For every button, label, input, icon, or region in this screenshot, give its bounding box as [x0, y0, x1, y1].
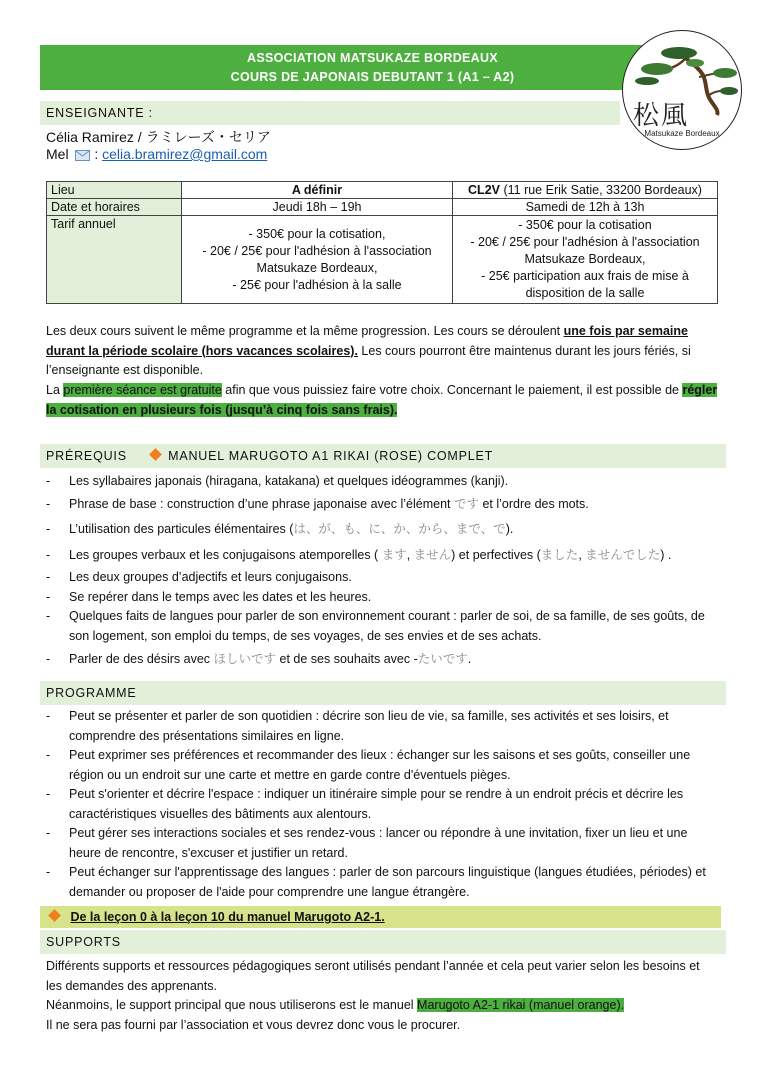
table-row — [47, 182, 718, 199]
intro-text: afin que vous puissiez faire votre choix. Concernant le paiement, il est possible de — [221, 383, 683, 397]
list-item: - Les groupes verbaux et les conjugaisons atemporelles ( ます, ません) et perfectives (ました, ませんでした) . — [46, 546, 718, 566]
list-item: - Les syllabaires japonais (hiragana, katakana) et quelques idéogrammes (kanji). — [46, 472, 718, 492]
lieu-saturday-address: (11 rue Erik Satie, 33200 Bordeaux) — [499, 183, 702, 197]
row-label-date: Date et horaires — [47, 199, 182, 216]
header-title: ASSOCIATION MATSUKAZE BORDEAUX — [247, 51, 498, 65]
list-item: - L’utilisation des particules élémentaires (は、が、も、に、か、から、まで、で). — [46, 520, 718, 540]
tarif-line: - 25€ pour l'adhésion à la salle — [232, 277, 402, 292]
intro-text: Les cours pourront être maintenus durant les jours fériés, si l’enseignante est disponible. — [46, 343, 691, 377]
teacher-mail-line — [46, 146, 267, 162]
logo-caption: Matsukaze Bordeaux — [644, 129, 720, 138]
list-item: - Peut exprimer ses préférences et recommander des lieux : échanger sur les saisons et ses goûts, conseiller une région ou un endroit sur une carte et mettre en garde contre d'éventuels pièges. — [46, 746, 718, 785]
supports-label: SUPPORTS — [46, 935, 121, 949]
intro-text: La — [46, 383, 64, 397]
lesson-range: De la leçon 0 à la leçon 10 du manuel Marugoto A2-1. — [70, 910, 385, 924]
list-item: - Se repérer dans le temps avec les dates et les heures. — [46, 588, 718, 608]
mail-prefix: Mel — [46, 146, 69, 162]
programme-list — [46, 707, 718, 902]
intro-text: Les deux cours suivent le même programme et la même progression. Les cours se déroulent — [46, 324, 564, 338]
row-label-tarif: Tarif annuel — [47, 216, 182, 304]
mail-separator: : — [90, 146, 103, 162]
tarif-line: - 25€ participation aux frais de mise à — [481, 269, 689, 283]
programme-label: PROGRAMME — [46, 686, 137, 700]
tarif-line: - 350€ pour la cotisation, — [248, 226, 386, 241]
supports-paragraph: Différents supports et ressources pédagogiques seront utilisés pendant l’année et cela peut varier selon les besoins et les demandes des apprenants. — [46, 959, 700, 993]
prereq-label: PRÉREQUIS — [46, 449, 127, 463]
row-label-lieu: Lieu — [47, 182, 182, 199]
list-item: - Phrase de base : construction d’une phrase japonaise avec l’élément です et l’ordre des mots. — [46, 495, 718, 515]
free-first-session-highlight: première séance est gratuite — [63, 383, 222, 397]
tarif-line: Matsukaze Bordeaux, — [256, 260, 378, 275]
payment-highlight: régler la cotisation en plusieurs fois (jusqu’à cinq fois sans frais). — [46, 383, 718, 417]
tarif-line: - 350€ pour la cotisation — [518, 218, 652, 232]
supports-section-header — [40, 930, 726, 954]
list-item: - Les deux groupes d’adjectifs et leurs conjugaisons. — [46, 568, 718, 588]
tarif-thursday — [182, 216, 453, 304]
supports-paragraph: Il ne sera pas fourni par l’association et vous devrez donc vous le procurer. — [46, 1017, 461, 1032]
diamond-icon — [48, 909, 61, 922]
date-saturday: Samedi de 12h à 13h — [453, 199, 718, 216]
intro-paragraph — [46, 322, 718, 381]
tarif-line: Matsukaze Bordeaux, — [524, 252, 646, 266]
lieu-saturday — [453, 182, 718, 199]
table-row — [47, 199, 718, 216]
intro-emphasis: durant la période scolaire (hors vacances scolaires). — [46, 343, 358, 358]
date-thursday: Jeudi 18h – 19h — [182, 199, 453, 216]
supports-paragraph: Néanmoins, le support principal que nous utiliserons est le manuel Marugoto A2-1 rikai (manuel orange). — [46, 998, 625, 1012]
list-item: - Peut échanger sur l'apprentissage des langues : parler de son parcours linguistique (langues étudiées, périodes) et demander ou proposer de l'aide pour comprendre une langue étrangère. — [46, 863, 718, 902]
association-logo — [622, 30, 742, 150]
prereq-list — [46, 472, 718, 670]
table-row — [47, 216, 718, 304]
prereq-section-header — [40, 444, 726, 468]
programme-section-header — [40, 681, 726, 705]
intro-payment-paragraph — [46, 381, 718, 420]
envelope-icon — [75, 150, 90, 161]
course-info-table — [46, 181, 718, 304]
teacher-name: Célia Ramirez / ラミレーズ・セリア — [46, 129, 271, 145]
tarif-saturday — [453, 216, 718, 304]
list-item: - Quelques faits de langues pour parler de son environnement courant : parler de soi, de sa famille, de ses goûts, de son logement, son emploi du temps, de ses voyages, de ses envies et de ses achats. — [46, 607, 718, 646]
tarif-line: - 20€ / 25€ pour l'adhésion à l'association — [202, 243, 432, 258]
list-item: - Peut se présenter et parler de son quotidien : décrire son lieu de vie, sa famille, ses activités et ses loisirs, et comprendre des présentations similaires en ligne. — [46, 707, 718, 746]
teacher-section-header — [40, 101, 620, 125]
teacher-section-label: ENSEIGNANTE : — [46, 106, 153, 120]
list-item: - Peut gérer ses interactions sociales et ses rendez-vous : lancer ou répondre à une invitation, fixer un lieu et une heure de rencontre, s'excuser et justifier un retard. — [46, 824, 718, 863]
diamond-icon — [149, 448, 162, 461]
lieu-saturday-name: CL2V — [468, 183, 500, 197]
list-item: - Parler de des désirs avec ほしいです et de ses souhaits avec -たいです. — [46, 650, 718, 670]
supports-text — [46, 957, 718, 1035]
list-item: - Peut s'orienter et décrire l'espace : indiquer un itinéraire simple pour se rendre à un endroit précis et décrire les caractéristiques visuelles des bâtiments aux alentours. — [46, 785, 718, 824]
header-subtitle: COURS DE JAPONAIS DEBUTANT 1 (A1 – A2) — [230, 70, 515, 84]
lieu-thursday: A définir — [182, 182, 453, 199]
prereq-manual: MANUEL MARUGOTO A1 RIKAI (ROSE) COMPLET — [168, 449, 494, 463]
teacher-email-link[interactable]: celia.bramirez@gmail.com — [102, 146, 268, 162]
lesson-range-bar — [40, 906, 721, 928]
intro-emphasis: une fois par semaine — [563, 324, 688, 338]
header-banner — [40, 45, 705, 90]
logo-kanji: 松風 — [633, 101, 690, 131]
manual-highlight: Marugoto A2-1 rikai (manuel orange). — [417, 998, 625, 1012]
tarif-line: - 20€ / 25€ pour l'adhésion à l'association — [470, 235, 700, 249]
tarif-line: disposition de la salle — [525, 286, 645, 300]
